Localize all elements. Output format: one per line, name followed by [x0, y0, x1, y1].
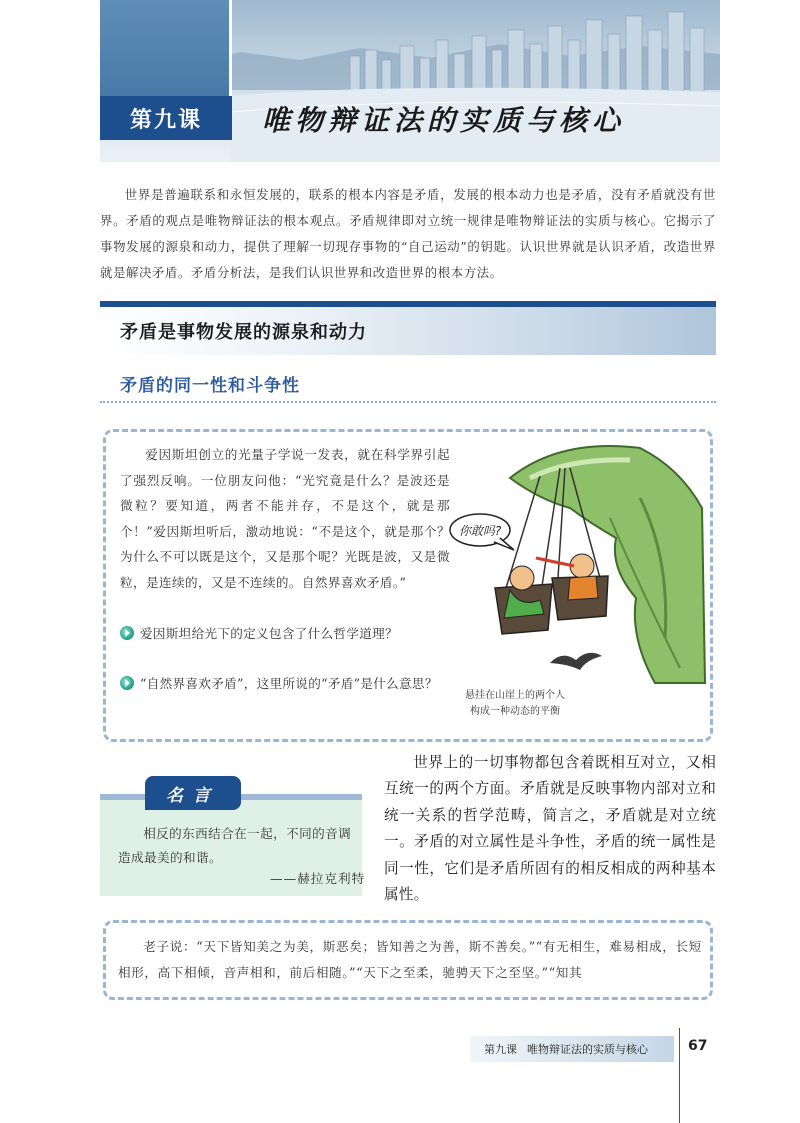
speech-bubble-text: 你敢吗?	[458, 524, 502, 538]
lesson-title: 唯物辩证法的实质与核心	[262, 104, 626, 137]
footer-divider	[679, 1028, 680, 1123]
footer-lesson-title: 唯物辩证法的实质与核心	[527, 1043, 648, 1056]
quote-text: 相反的东西结合在一起，不同的音调造成最美的和谐。	[118, 826, 352, 865]
question-1-text: 爱因斯坦给光下的定义包含了什么哲学道理？	[140, 626, 398, 641]
question-1	[120, 622, 450, 646]
main-paragraph: 世界上的一切事物都包含着既相互对立，又相互统一的两个方面。矛盾就是反映事物内部对立和统一关系的哲学范畴，简言之，矛盾就是对立统一。矛盾的对立属性是斗争性，矛盾的统一属性是同一性，它们是矛盾所固有的相反相成的两种基本属性。	[384, 754, 716, 904]
page-number: 67	[688, 1038, 708, 1054]
question-2-text: “自然界喜欢矛盾”，这里所说的“矛盾”是什么意思？	[140, 676, 438, 691]
subsection-title: 矛盾的同一性和斗争性	[120, 376, 300, 396]
question-bullet-icon	[120, 676, 134, 690]
lesson-tag	[100, 0, 232, 140]
intro-paragraph: 世界是普遍联系和永恒发展的，联系的根本内容是矛盾，发展的根本动力也是矛盾，没有矛盾就没有世界。矛盾的观点是唯物辩证法的根本观点。矛盾规律即对立统一规律是唯物辩证法的实质与核心。它揭示了事物发展的源泉和动力，提供了理解一切现存事物的“自己运动”的钥匙。认识世界就是认识矛盾，改造世界就是解决矛盾。矛盾分析法，是我们认识世界和改造世界的根本方法。	[100, 187, 716, 280]
question-2	[120, 672, 450, 696]
section-title: 矛盾是事物发展的源泉和动力	[100, 307, 716, 355]
question-bullet-icon	[120, 626, 134, 640]
dotted-divider	[100, 401, 716, 403]
laozi-text: 老子说：“天下皆知美之为美，斯恶矣；皆知善之为善，斯不善矣。”“有无相生，难易相成，长短相形，高下相倾，音声相和，前后相随。”“天下之至柔，驰骋天下之至坚。”“知其	[118, 939, 702, 980]
einstein-story: 爱因斯坦创立的光量子学说一发表，就在科学界引起了强烈反响。一位朋友问他：“光究竟是什么？是波还是微粒？要知道，两者不能并存，不是这个，就是那个！”爱因斯坦听后，激动地说：“不是这个，就是那个？为什么不可以既是这个，又是那个呢？光既是波，又是微粒，是连续的，又是不连续的。自然界喜欢矛盾。”	[120, 447, 450, 590]
footer-lesson-label: 第九课	[484, 1043, 517, 1056]
lesson-label: 第九课	[100, 96, 232, 140]
running-footer	[470, 1036, 674, 1062]
illustration-caption-line-1: 悬挂在山崖上的两个人	[465, 690, 565, 701]
quote-tab-label: 名言	[145, 776, 241, 810]
illustration-caption-line-2: 构成一种动态的平衡	[470, 706, 560, 717]
cliff-hanging-illustration	[440, 438, 710, 688]
quote-author: ——赫拉克利特	[270, 871, 366, 886]
